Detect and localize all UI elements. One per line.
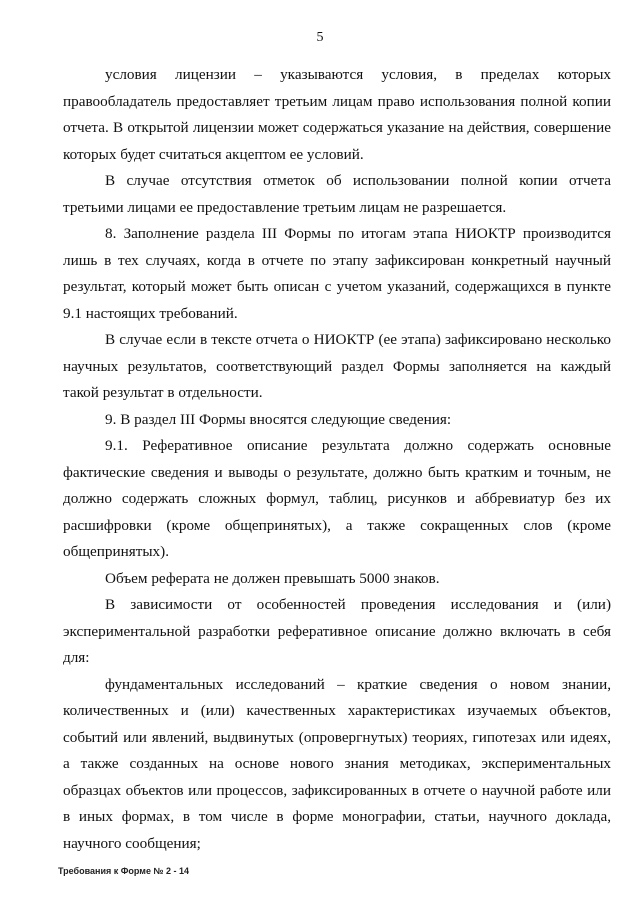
paragraph-section-9-1: 9.1. Реферативное описание результата должно содержать основные фактические сведения и выводы о результате, должно быть кратким и точным, не должно содержать сложных формул, таблиц, рисунков и аббревиатур без их расшифровки (кроме общепринятых), а также сокращенных слов (кроме общепринятых). [63, 437, 611, 560]
paragraph-no-marks: В случае отсутствия отметок об использовании полной копии отчета третьими лицами ее предоставление третьим лицам не разрешается. [63, 172, 611, 216]
page-number: 5 [316, 30, 324, 45]
paragraph-section-9: 9. В раздел III Формы вносятся следующие сведения: [105, 410, 452, 428]
paragraph-depending-on: В зависимости от особенностей проведения исследования и (или) экспериментальной разработки реферативное описание должно включать в себя для: [63, 596, 611, 666]
paragraph-multiple-results: В случае если в тексте отчета о НИОКТР (ее этапа) зафиксировано несколько научных результатов, соответствующий раздел Формы заполняется на каждый такой результат в отдельности. [63, 331, 611, 401]
paragraph-fundamental-research: фундаментальных исследований – краткие сведения о новом знании, количественных и (или) качественных характеристиках изучаемых объектов, событий или явлений, выдвинутых (опровергнутых) теориях, гипотезах или идеях, а также созданных на основе нового знания методиках, экспериментальных образцах объектов или процессов, зафиксированных в отчете о научной работе или в иных формах, в том числе в форме монографии, статьи, научного доклада, научного сообщения; [63, 675, 611, 852]
paragraph-abstract-length: Объем реферата не должен превышать 5000 знаков. [105, 569, 440, 587]
page-footer: Требования к Форме № 2 - 14 [58, 866, 190, 876]
paragraph-license-conditions: условия лицензии – указываются условия, в пределах которых правообладатель предоставляет третьим лицам право использования полной копии отчета. В открытой лицензии может содержаться указание на действия, совершение которых будет считаться акцептом ее условий. [63, 66, 611, 163]
paragraph-section-8: 8. Заполнение раздела III Формы по итогам этапа НИОКТР производится лишь в тех случаях, когда в отчете по этапу зафиксирован конкретный научный результат, который может быть описан с учетом указаний, содержащихся в пункте 9.1 настоящих требований. [63, 225, 611, 322]
document-body [63, 62, 611, 857]
